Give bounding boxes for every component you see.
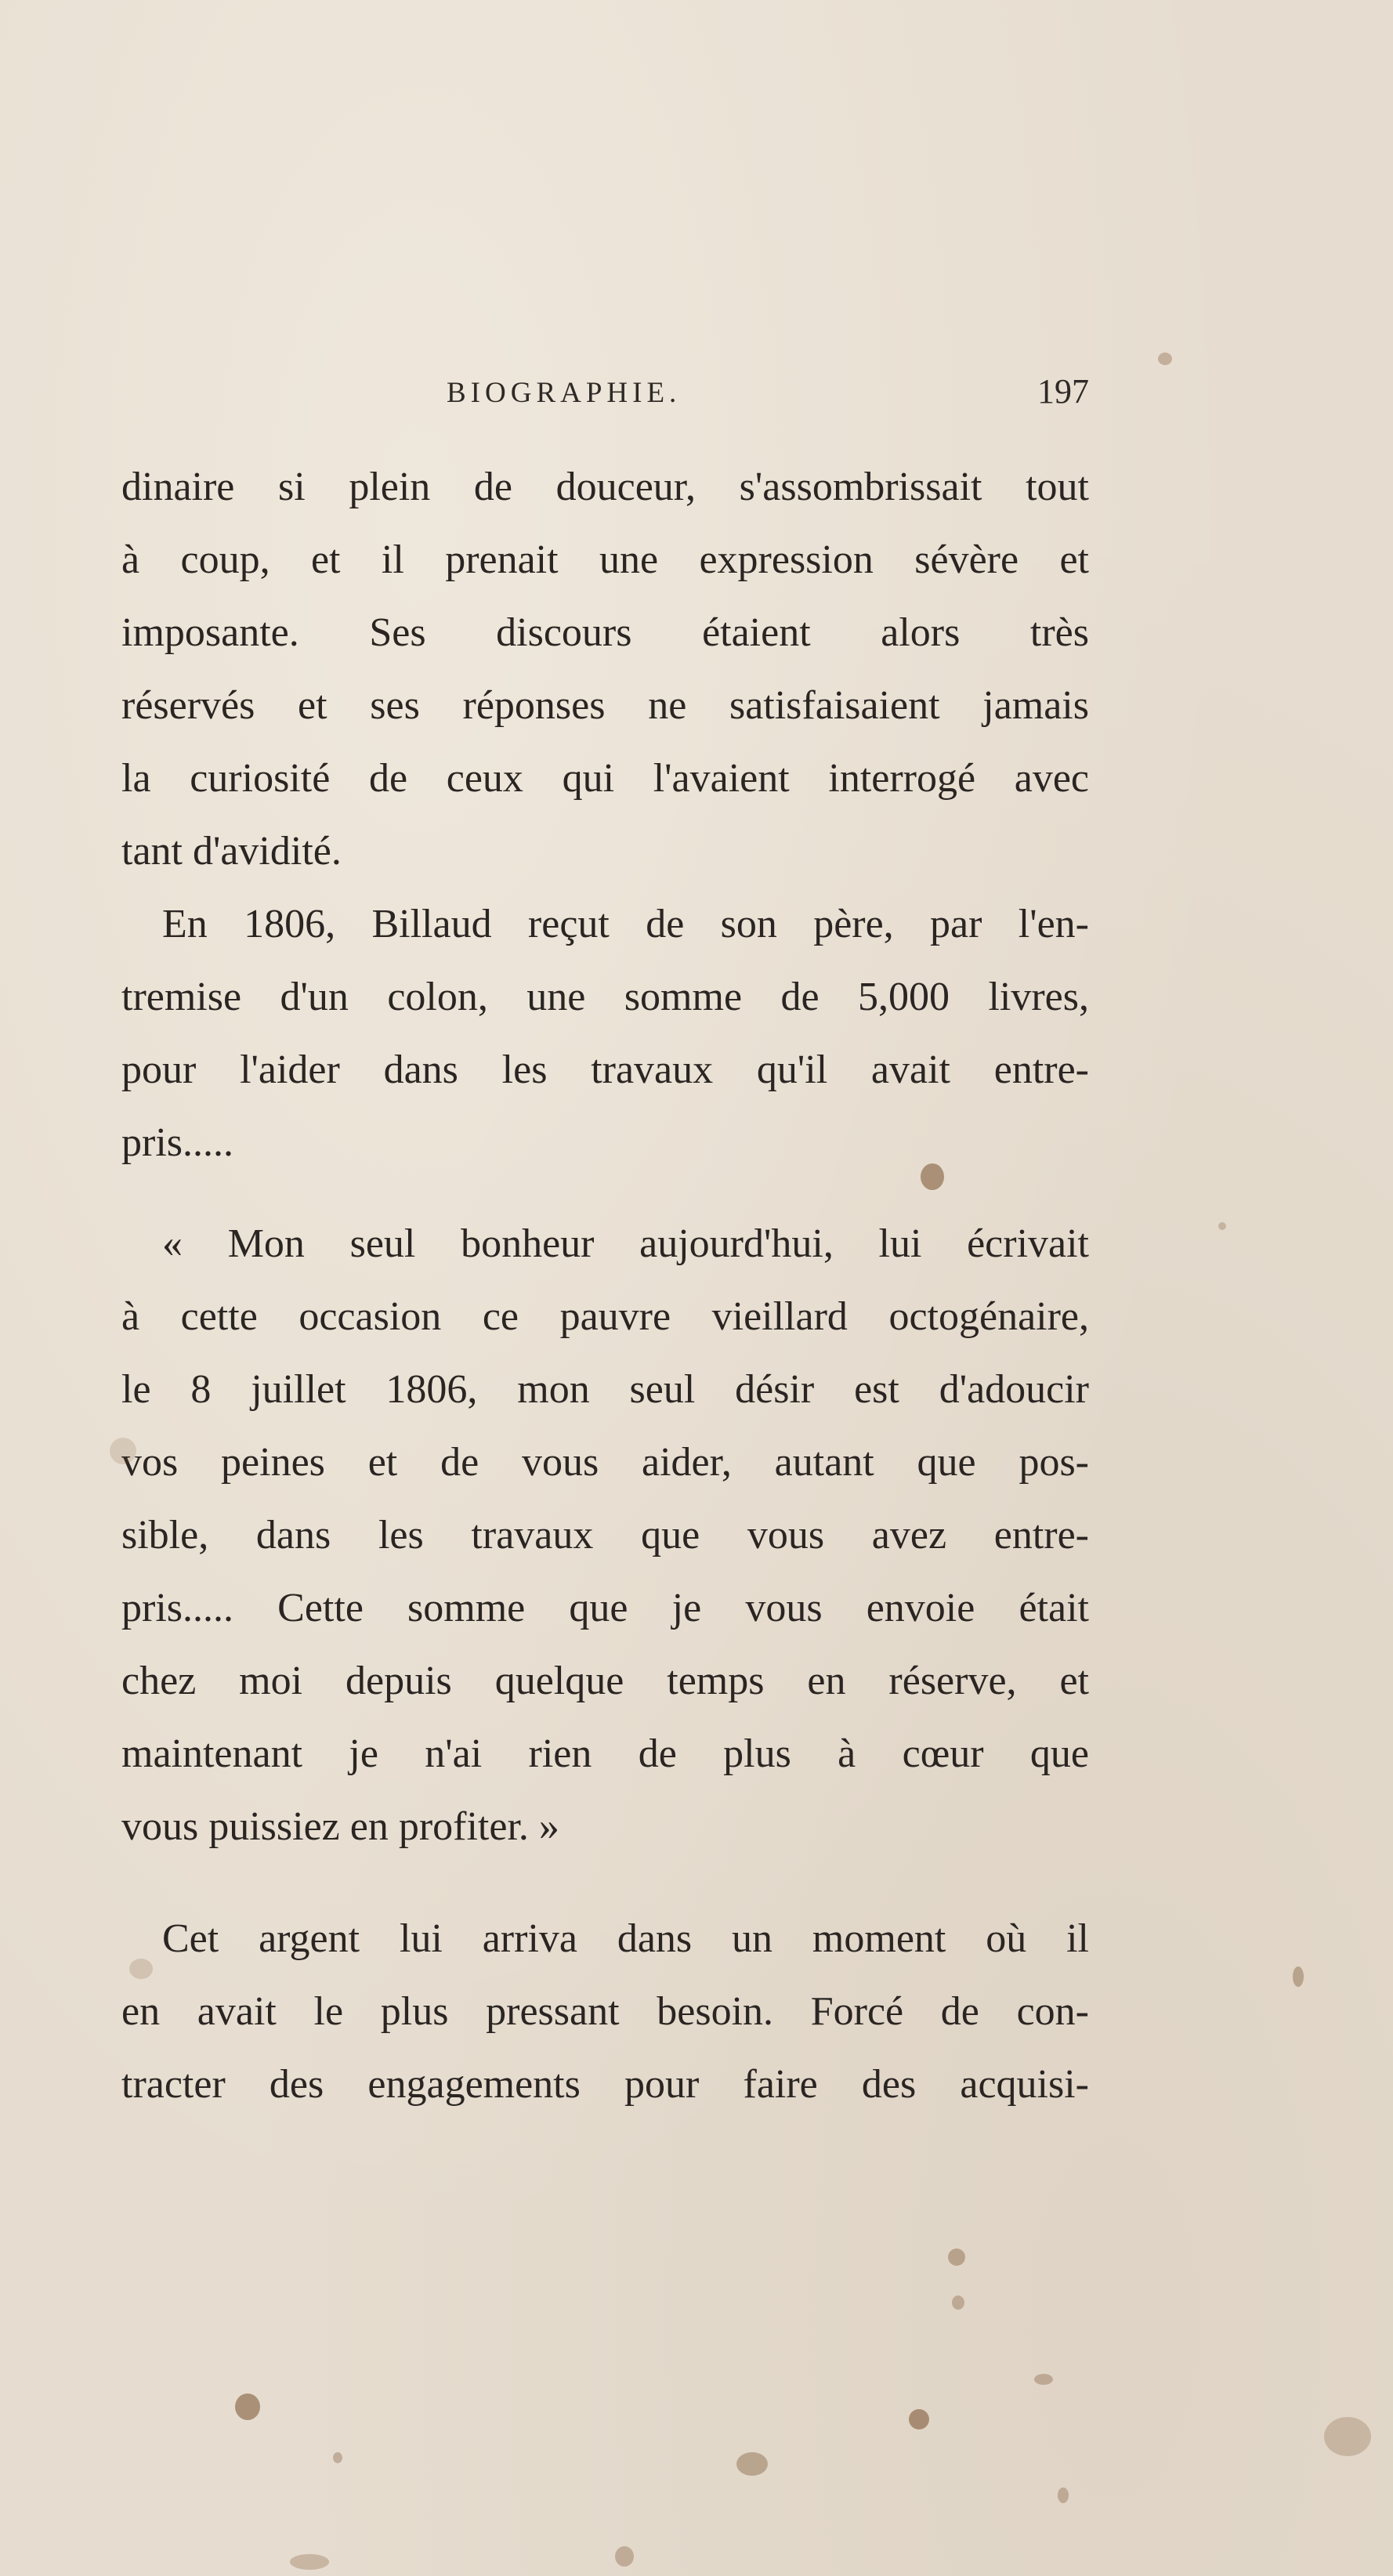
text-line: En 1806, Billaud reçut de son père, par l'en- <box>162 902 1089 946</box>
foxing-stain <box>235 2393 260 2420</box>
paragraph-gap <box>121 1179 1089 1207</box>
text-line: le 8 juillet 1806, mon seul désir est d'adoucir <box>121 1367 1089 1412</box>
paragraph <box>121 1902 1089 2121</box>
foxing-stain <box>1324 2417 1371 2456</box>
text-line: chez moi depuis quelque temps en réserve, et <box>121 1659 1089 1703</box>
text-line: « Mon seul bonheur aujourd'hui, lui écrivait <box>162 1221 1089 1266</box>
paragraph-gap <box>121 1863 1089 1902</box>
paragraph <box>121 450 1089 888</box>
foxing-stain <box>1218 1222 1226 1230</box>
text-line: à coup, et il prenait une expression sévère et <box>121 537 1089 582</box>
text-line: pris..... <box>121 1120 233 1165</box>
text-line: la curiosité de ceux qui l'avaient interrogé avec <box>121 756 1089 801</box>
foxing-stain <box>921 1163 944 1190</box>
text-line: sible, dans les travaux que vous avez entre- <box>121 1513 1089 1558</box>
foxing-stain <box>736 2452 768 2476</box>
foxing-stain <box>129 1959 153 1979</box>
text-line: tremise d'un colon, une somme de 5,000 livres, <box>121 975 1089 1019</box>
text-line: tant d'avidité. <box>121 829 342 874</box>
foxing-stain <box>952 2296 964 2310</box>
text-line: vos peines et de vous aider, autant que pos- <box>121 1440 1089 1485</box>
foxing-stain <box>615 2546 634 2567</box>
body-text <box>121 450 1089 2121</box>
foxing-stain <box>1158 353 1172 365</box>
text-line: tracter des engagements pour faire des acquisi- <box>121 2062 1089 2107</box>
foxing-stain <box>1293 1966 1304 1987</box>
text-line: vous puissiez en profiter. » <box>121 1804 559 1849</box>
text-line: à cette occasion ce pauvre vieillard octogénaire, <box>121 1294 1089 1339</box>
text-line: pris..... Cette somme que je vous envoie était <box>121 1586 1089 1630</box>
running-head: BIOGRAPHIE. <box>447 377 682 409</box>
foxing-stain <box>110 1438 136 1464</box>
foxing-stain <box>1058 2487 1069 2503</box>
text-line: maintenant je n'ai rien de plus à cœur que <box>121 1731 1089 1776</box>
foxing-stain <box>909 2409 929 2429</box>
page-header <box>118 368 1089 423</box>
text-line: dinaire si plein de douceur, s'assombrissait tout <box>121 465 1089 509</box>
quoted-letter <box>121 1207 1089 1863</box>
paragraph <box>121 888 1089 1179</box>
foxing-stain <box>290 2554 329 2570</box>
foxing-stain <box>948 2249 965 2266</box>
text-line: réservés et ses réponses ne satisfaisaient jamais <box>121 683 1089 728</box>
page-number: 197 <box>1037 372 1089 411</box>
text-line: pour l'aider dans les travaux qu'il avait entre- <box>121 1047 1089 1092</box>
text-line: Cet argent lui arriva dans un moment où il <box>162 1916 1089 1961</box>
text-line: imposante. Ses discours étaient alors très <box>121 610 1089 655</box>
text-line: en avait le plus pressant besoin. Forcé de con- <box>121 1989 1089 2034</box>
foxing-stain <box>1034 2374 1053 2385</box>
foxing-stain <box>333 2452 342 2463</box>
